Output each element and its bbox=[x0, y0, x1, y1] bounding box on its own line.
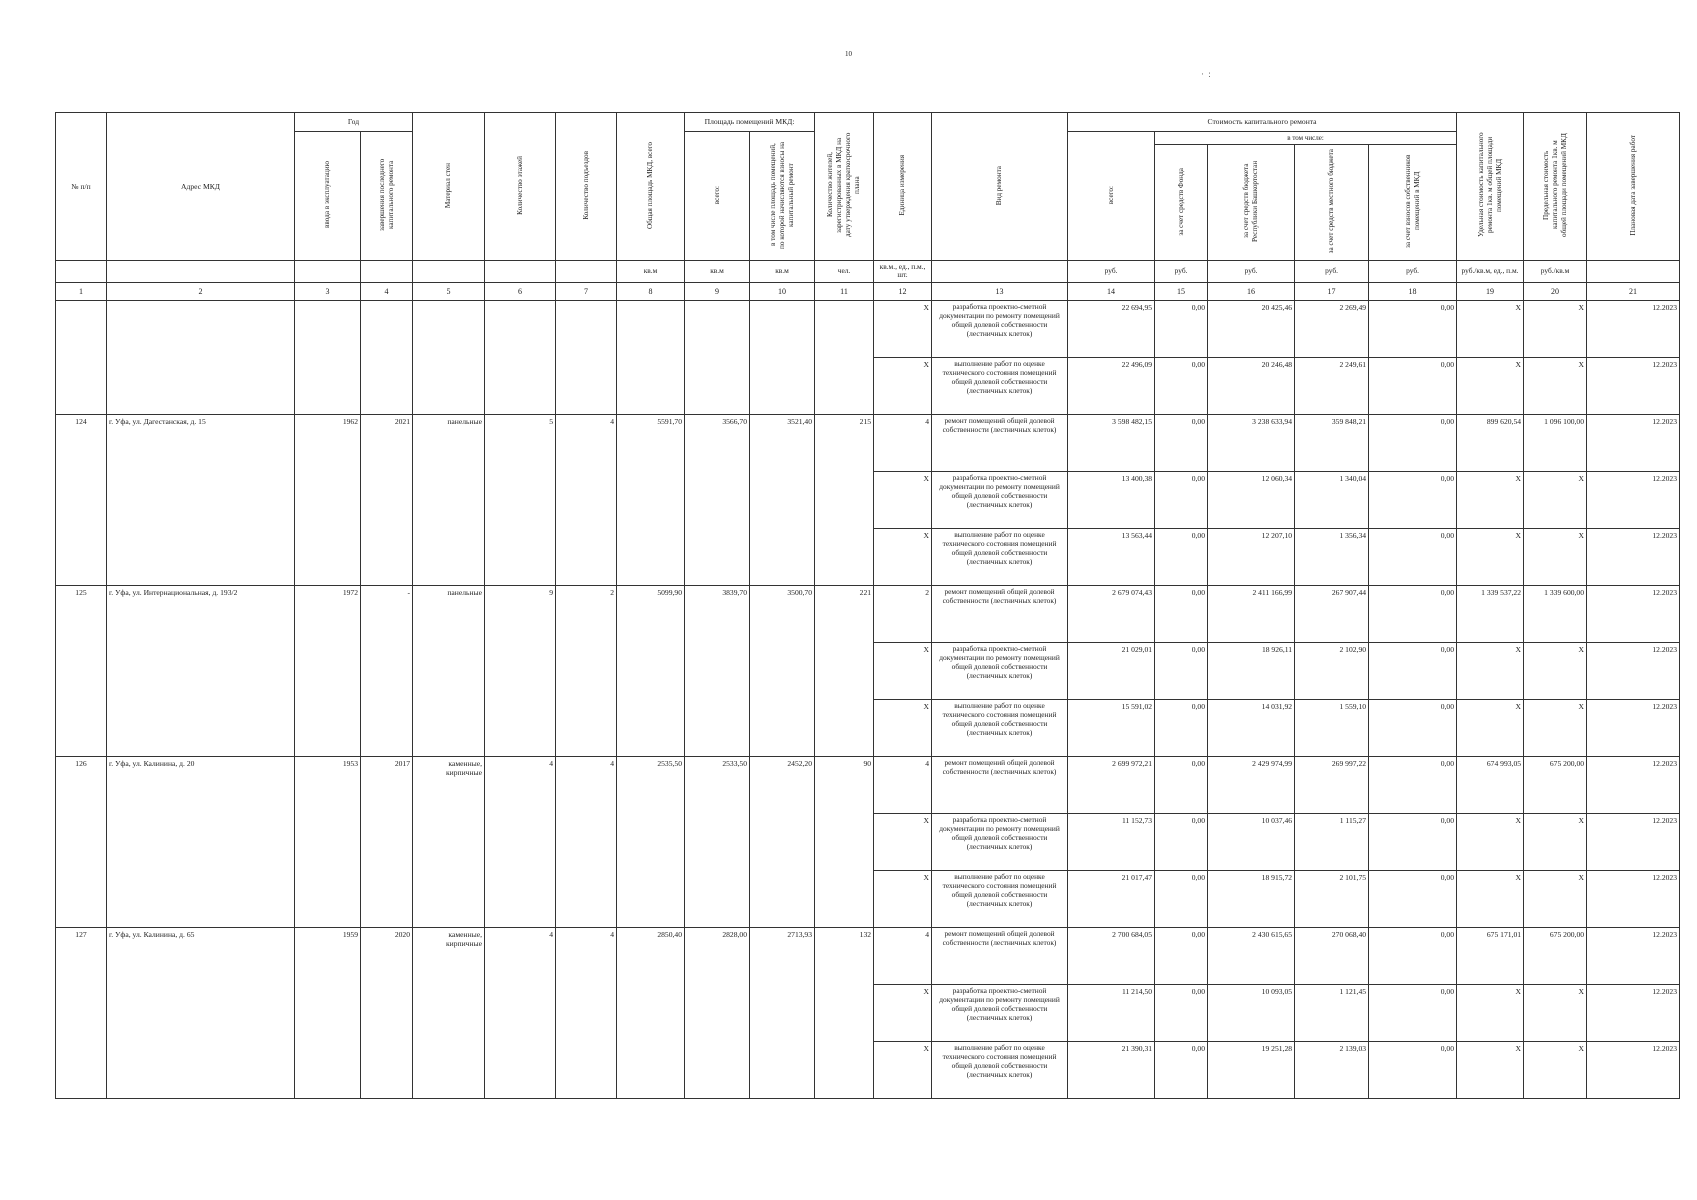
cell-owners: 0,00 bbox=[1369, 301, 1457, 358]
cell-date: 12.2023 bbox=[1587, 301, 1680, 358]
cell-work-assessment: выполнение работ по оценке технического состояния помещений общей долевой собственности (лестничных клеток) bbox=[932, 700, 1068, 757]
header-work-type: Вид ремонта bbox=[932, 113, 1068, 261]
cell-fund: 0,00 bbox=[1155, 472, 1208, 529]
table-row bbox=[56, 928, 1680, 985]
cell-unit: X bbox=[874, 358, 932, 415]
cell-entrances: 4 bbox=[556, 757, 617, 928]
carry-year bbox=[295, 301, 361, 415]
unit-cell bbox=[56, 260, 107, 283]
cell-limit: X bbox=[1524, 643, 1587, 700]
cell-material: каменные, кирпичные bbox=[413, 928, 485, 1099]
header-unit: Единица измерения bbox=[874, 113, 932, 261]
table-row bbox=[56, 586, 1680, 643]
unit-cell: руб./кв.м bbox=[1524, 260, 1587, 283]
cell-specific: 674 993,05 bbox=[1457, 757, 1524, 814]
cell-year: 1962 bbox=[295, 415, 361, 586]
cell-republic: 19 251,28 bbox=[1208, 1042, 1295, 1099]
cell-date: 12.2023 bbox=[1587, 757, 1680, 814]
cell-republic: 10 037,46 bbox=[1208, 814, 1295, 871]
cell-unit: X bbox=[874, 529, 932, 586]
cell-owners: 0,00 bbox=[1369, 415, 1457, 472]
cell-limit: 675 200,00 bbox=[1524, 757, 1587, 814]
cell-date: 12.2023 bbox=[1587, 472, 1680, 529]
cell-total: 11 152,73 bbox=[1068, 814, 1155, 871]
cell-owners: 0,00 bbox=[1369, 529, 1457, 586]
cell-work-repair: ремонт помещений общей долевой собственности (лестничных клеток) bbox=[932, 415, 1068, 472]
cell-fund: 0,00 bbox=[1155, 871, 1208, 928]
cell-total: 21 017,47 bbox=[1068, 871, 1155, 928]
cell-specific: X bbox=[1457, 985, 1524, 1042]
unit-cell bbox=[413, 260, 485, 283]
cell-date: 12.2023 bbox=[1587, 871, 1680, 928]
header-wall-material: Материал стен bbox=[413, 113, 485, 261]
cell-entrances: 2 bbox=[556, 586, 617, 757]
header-fund: за счет средств Фонда bbox=[1155, 145, 1208, 260]
unit-cell: руб. bbox=[1369, 260, 1457, 283]
cell-local: 359 848,21 bbox=[1295, 415, 1369, 472]
cell-republic: 18 926,11 bbox=[1208, 643, 1295, 700]
cell-residents: 215 bbox=[815, 415, 874, 586]
cell-last-repair: 2020 bbox=[361, 928, 413, 1099]
unit-cell: чел. bbox=[815, 260, 874, 283]
header-republic: за счет средств бюджета Республики Башкортостан bbox=[1208, 145, 1295, 260]
cell-fund: 0,00 bbox=[1155, 586, 1208, 643]
cell-entrances: 4 bbox=[556, 928, 617, 1099]
cell-local: 270 068,40 bbox=[1295, 928, 1369, 985]
colnum: 17 bbox=[1295, 283, 1369, 301]
cell-limit: X bbox=[1524, 529, 1587, 586]
cell-work-assessment: выполнение работ по оценке технического состояния помещений общей долевой собственности (лестничных клеток) bbox=[932, 529, 1068, 586]
colnum: 21 bbox=[1587, 283, 1680, 301]
cell-floors: 4 bbox=[485, 757, 556, 928]
cell-republic: 2 429 974,99 bbox=[1208, 757, 1295, 814]
cell-num: 127 bbox=[56, 928, 107, 1099]
colnum: 11 bbox=[815, 283, 874, 301]
cell-work-assessment: выполнение работ по оценке технического состояния помещений общей долевой собственности (лестничных клеток) bbox=[932, 1042, 1068, 1099]
header-including: в том числе: bbox=[1155, 132, 1457, 145]
cell-owners: 0,00 bbox=[1369, 700, 1457, 757]
cell-owners: 0,00 bbox=[1369, 358, 1457, 415]
cell-total-area: 5099,90 bbox=[617, 586, 685, 757]
cell-year: 1953 bbox=[295, 757, 361, 928]
cell-residents: 132 bbox=[815, 928, 874, 1099]
cell-local: 1 356,34 bbox=[1295, 529, 1369, 586]
cell-work-design: разработка проектно-сметной документации по ремонту помещений общей долевой собственности (лестничных клеток) bbox=[932, 643, 1068, 700]
carry-residents bbox=[815, 301, 874, 415]
cell-unit: X bbox=[874, 985, 932, 1042]
header-total-area: Общая площадь МКД, всего bbox=[617, 113, 685, 261]
cell-unit: 4 bbox=[874, 757, 932, 814]
cell-specific: 675 171,01 bbox=[1457, 928, 1524, 985]
header-specific-cost: Удельная стоимость капитального ремонта 1кв. м общей площади помещений МКД bbox=[1457, 113, 1524, 261]
cell-total-area: 2535,50 bbox=[617, 757, 685, 928]
cell-date: 12.2023 bbox=[1587, 1042, 1680, 1099]
cell-total: 2 699 972,21 bbox=[1068, 757, 1155, 814]
colnum: 2 bbox=[107, 283, 295, 301]
cell-unit: X bbox=[874, 1042, 932, 1099]
carry-repair-area bbox=[750, 301, 815, 415]
cell-unit: X bbox=[874, 301, 932, 358]
header-premises-area: Площадь помещений МКД: bbox=[685, 113, 815, 132]
cell-date: 12.2023 bbox=[1587, 643, 1680, 700]
corner-mark: · : bbox=[1201, 69, 1212, 79]
cell-republic: 2 411 166,99 bbox=[1208, 586, 1295, 643]
table-row bbox=[56, 757, 1680, 814]
cell-specific: 1 339 537,22 bbox=[1457, 586, 1524, 643]
cell-local: 1 121,45 bbox=[1295, 985, 1369, 1042]
cell-republic: 18 915,72 bbox=[1208, 871, 1295, 928]
cell-floors: 5 bbox=[485, 415, 556, 586]
cell-republic: 12 060,34 bbox=[1208, 472, 1295, 529]
unit-cell bbox=[295, 260, 361, 283]
cell-owners: 0,00 bbox=[1369, 586, 1457, 643]
colnum: 9 bbox=[685, 283, 750, 301]
header-year-last-repair: завершения последнего капитального ремонта bbox=[361, 132, 413, 261]
unit-cell: кв.м bbox=[750, 260, 815, 283]
cell-repair-area: 3500,70 bbox=[750, 586, 815, 757]
unit-cell bbox=[361, 260, 413, 283]
cell-fund: 0,00 bbox=[1155, 757, 1208, 814]
cell-material: каменные, кирпичные bbox=[413, 757, 485, 928]
cell-premises-area: 3566,70 bbox=[685, 415, 750, 586]
cell-total: 2 700 684,05 bbox=[1068, 928, 1155, 985]
cell-premises-area: 3839,70 bbox=[685, 586, 750, 757]
cell-specific: X bbox=[1457, 358, 1524, 415]
cell-owners: 0,00 bbox=[1369, 643, 1457, 700]
cell-date: 12.2023 bbox=[1587, 358, 1680, 415]
unit-cell: кв.м bbox=[617, 260, 685, 283]
cell-total: 22 694,95 bbox=[1068, 301, 1155, 358]
carry-material bbox=[413, 301, 485, 415]
colnum: 15 bbox=[1155, 283, 1208, 301]
header-num: № п/п bbox=[56, 113, 107, 261]
cell-republic: 12 207,10 bbox=[1208, 529, 1295, 586]
cell-date: 12.2023 bbox=[1587, 529, 1680, 586]
colnum: 19 bbox=[1457, 283, 1524, 301]
header-cost: Стоимость капитального ремонта bbox=[1068, 113, 1457, 132]
cell-limit: X bbox=[1524, 985, 1587, 1042]
colnum: 20 bbox=[1524, 283, 1587, 301]
header-floors: Количество этажей bbox=[485, 113, 556, 261]
colnum: 7 bbox=[556, 283, 617, 301]
cell-floors: 4 bbox=[485, 928, 556, 1099]
cell-owners: 0,00 bbox=[1369, 985, 1457, 1042]
cell-local: 2 101,75 bbox=[1295, 871, 1369, 928]
cell-republic: 2 430 615,65 bbox=[1208, 928, 1295, 985]
unit-cell: кв.м bbox=[685, 260, 750, 283]
cell-unit: 2 bbox=[874, 586, 932, 643]
cell-material: панельные bbox=[413, 586, 485, 757]
cell-total: 13 400,38 bbox=[1068, 472, 1155, 529]
cell-last-repair: - bbox=[361, 586, 413, 757]
cell-owners: 0,00 bbox=[1369, 928, 1457, 985]
cell-unit: 4 bbox=[874, 415, 932, 472]
cell-limit: X bbox=[1524, 1042, 1587, 1099]
colnum: 1 bbox=[56, 283, 107, 301]
unit-cell: руб. bbox=[1208, 260, 1295, 283]
cell-num: 124 bbox=[56, 415, 107, 586]
cell-unit: X bbox=[874, 643, 932, 700]
cell-local: 2 102,90 bbox=[1295, 643, 1369, 700]
unit-cell: руб. bbox=[1155, 260, 1208, 283]
cell-limit: X bbox=[1524, 358, 1587, 415]
cell-specific: X bbox=[1457, 472, 1524, 529]
cell-num: 126 bbox=[56, 757, 107, 928]
cell-total: 21 029,01 bbox=[1068, 643, 1155, 700]
unit-cell bbox=[556, 260, 617, 283]
colnum: 18 bbox=[1369, 283, 1457, 301]
colnum: 13 bbox=[932, 283, 1068, 301]
cell-repair-area: 2452,20 bbox=[750, 757, 815, 928]
cell-work-design: разработка проектно-сметной документации по ремонту помещений общей долевой собственности (лестничных клеток) bbox=[932, 301, 1068, 358]
colnum: 4 bbox=[361, 283, 413, 301]
cell-local: 1 559,10 bbox=[1295, 700, 1369, 757]
cell-residents: 90 bbox=[815, 757, 874, 928]
cell-work-design: разработка проектно-сметной документации по ремонту помещений общей долевой собственности (лестничных клеток) bbox=[932, 814, 1068, 871]
header-premises-repair: в том числе площадь помещений, по которой начисляются взносы на капитальный ремонт bbox=[750, 132, 815, 261]
header-address: Адрес МКД bbox=[107, 113, 295, 261]
cell-work-repair: ремонт помещений общей долевой собственности (лестничных клеток) bbox=[932, 586, 1068, 643]
cell-specific: X bbox=[1457, 529, 1524, 586]
cell-entrances: 4 bbox=[556, 415, 617, 586]
cell-specific: X bbox=[1457, 643, 1524, 700]
unit-cell bbox=[932, 260, 1068, 283]
cell-address: г. Уфа, ул. Калинина, д. 65 bbox=[107, 928, 295, 1099]
page-number: 10 bbox=[845, 50, 852, 58]
cell-num: 125 bbox=[56, 586, 107, 757]
cell-total: 22 496,09 bbox=[1068, 358, 1155, 415]
cell-owners: 0,00 bbox=[1369, 871, 1457, 928]
cell-limit: 675 200,00 bbox=[1524, 928, 1587, 985]
cell-specific: X bbox=[1457, 700, 1524, 757]
cell-work-assessment: выполнение работ по оценке технического состояния помещений общей долевой собственности (лестничных клеток) bbox=[932, 358, 1068, 415]
cell-limit: X bbox=[1524, 871, 1587, 928]
cell-republic: 14 031,92 bbox=[1208, 700, 1295, 757]
cell-fund: 0,00 bbox=[1155, 301, 1208, 358]
header-year: Год bbox=[295, 113, 413, 132]
header-premises-total: всего: bbox=[685, 132, 750, 261]
cell-unit: X bbox=[874, 700, 932, 757]
colnum: 16 bbox=[1208, 283, 1295, 301]
cell-specific: X bbox=[1457, 871, 1524, 928]
cell-total-area: 5591,70 bbox=[617, 415, 685, 586]
cell-total: 3 598 482,15 bbox=[1068, 415, 1155, 472]
carry-total-area bbox=[617, 301, 685, 415]
cell-date: 12.2023 bbox=[1587, 586, 1680, 643]
cell-unit: X bbox=[874, 472, 932, 529]
cell-local: 267 907,44 bbox=[1295, 586, 1369, 643]
cell-total: 21 390,31 bbox=[1068, 1042, 1155, 1099]
cell-local: 269 997,22 bbox=[1295, 757, 1369, 814]
cell-work-repair: ремонт помещений общей долевой собственности (лестничных клеток) bbox=[932, 757, 1068, 814]
cell-fund: 0,00 bbox=[1155, 985, 1208, 1042]
cell-work-design: разработка проектно-сметной документации по ремонту помещений общей долевой собственности (лестничных клеток) bbox=[932, 472, 1068, 529]
capital-repair-table bbox=[55, 112, 1680, 1099]
cell-address: г. Уфа, ул. Калинина, д. 20 bbox=[107, 757, 295, 928]
unit-cell: руб. bbox=[1068, 260, 1155, 283]
header-deadline: Плановая дата завершения работ bbox=[1587, 113, 1680, 261]
cell-address: г. Уфа, ул. Интернациональная, д. 193/2 bbox=[107, 586, 295, 757]
cell-date: 12.2023 bbox=[1587, 928, 1680, 985]
cell-limit: X bbox=[1524, 472, 1587, 529]
cell-owners: 0,00 bbox=[1369, 814, 1457, 871]
cell-total: 11 214,50 bbox=[1068, 985, 1155, 1042]
cell-specific: X bbox=[1457, 814, 1524, 871]
cell-limit: X bbox=[1524, 301, 1587, 358]
cell-year: 1972 bbox=[295, 586, 361, 757]
header-owners: за счет взносов собственников помещений в МКД bbox=[1369, 145, 1457, 260]
colnum: 14 bbox=[1068, 283, 1155, 301]
colnum: 8 bbox=[617, 283, 685, 301]
cell-date: 12.2023 bbox=[1587, 415, 1680, 472]
cell-fund: 0,00 bbox=[1155, 529, 1208, 586]
cell-work-design: разработка проектно-сметной документации по ремонту помещений общей долевой собственности (лестничных клеток) bbox=[932, 985, 1068, 1042]
unit-cell bbox=[485, 260, 556, 283]
cell-republic: 3 238 633,94 bbox=[1208, 415, 1295, 472]
cell-fund: 0,00 bbox=[1155, 358, 1208, 415]
cell-last-repair: 2017 bbox=[361, 757, 413, 928]
cell-owners: 0,00 bbox=[1369, 1042, 1457, 1099]
colnum: 6 bbox=[485, 283, 556, 301]
cell-material: панельные bbox=[413, 415, 485, 586]
cell-date: 12.2023 bbox=[1587, 985, 1680, 1042]
cell-limit: 1 096 100,00 bbox=[1524, 415, 1587, 472]
cell-local: 2 139,03 bbox=[1295, 1042, 1369, 1099]
cell-work-repair: ремонт помещений общей долевой собственности (лестничных клеток) bbox=[932, 928, 1068, 985]
cell-local: 2 249,61 bbox=[1295, 358, 1369, 415]
cell-fund: 0,00 bbox=[1155, 928, 1208, 985]
colnum: 5 bbox=[413, 283, 485, 301]
cell-fund: 0,00 bbox=[1155, 700, 1208, 757]
cell-local: 1 340,04 bbox=[1295, 472, 1369, 529]
cell-date: 12.2023 bbox=[1587, 700, 1680, 757]
header-entrances: Количество подъездов bbox=[556, 113, 617, 261]
cell-fund: 0,00 bbox=[1155, 415, 1208, 472]
cell-local: 1 115,27 bbox=[1295, 814, 1369, 871]
cell-owners: 0,00 bbox=[1369, 757, 1457, 814]
cell-total: 15 591,02 bbox=[1068, 700, 1155, 757]
carry-address bbox=[107, 301, 295, 415]
cell-local: 2 269,49 bbox=[1295, 301, 1369, 358]
cell-total: 13 563,44 bbox=[1068, 529, 1155, 586]
cell-work-assessment: выполнение работ по оценке технического состояния помещений общей долевой собственности (лестничных клеток) bbox=[932, 871, 1068, 928]
cell-unit: X bbox=[874, 871, 932, 928]
carry-num bbox=[56, 301, 107, 415]
header-cost-total: всего: bbox=[1068, 132, 1155, 261]
cell-unit: 4 bbox=[874, 928, 932, 985]
cell-floors: 9 bbox=[485, 586, 556, 757]
cell-last-repair: 2021 bbox=[361, 415, 413, 586]
cell-limit: X bbox=[1524, 814, 1587, 871]
cell-year: 1959 bbox=[295, 928, 361, 1099]
cell-specific: 899 620,54 bbox=[1457, 415, 1524, 472]
cell-republic: 10 093,05 bbox=[1208, 985, 1295, 1042]
cell-total: 2 679 074,43 bbox=[1068, 586, 1155, 643]
cell-unit: X bbox=[874, 814, 932, 871]
cell-premises-area: 2828,00 bbox=[685, 928, 750, 1099]
unit-cell: руб. bbox=[1295, 260, 1369, 283]
cell-limit: X bbox=[1524, 700, 1587, 757]
colnum: 10 bbox=[750, 283, 815, 301]
unit-cell: руб./кв.м, ед., п.м. bbox=[1457, 260, 1524, 283]
colnum: 3 bbox=[295, 283, 361, 301]
cell-limit: 1 339 600,00 bbox=[1524, 586, 1587, 643]
carry-prem bbox=[685, 301, 750, 415]
header-limit-cost: Предельная стоимость капитального ремонта 1кв. м общей площади помещений МКД bbox=[1524, 113, 1587, 261]
cell-fund: 0,00 bbox=[1155, 643, 1208, 700]
header-local: за счет средств местного бюджета bbox=[1295, 145, 1369, 260]
cell-republic: 20 246,48 bbox=[1208, 358, 1295, 415]
cell-premises-area: 2533,50 bbox=[685, 757, 750, 928]
carry-last bbox=[361, 301, 413, 415]
unit-cell bbox=[1587, 260, 1680, 283]
cell-total-area: 2850,40 bbox=[617, 928, 685, 1099]
colnum: 12 bbox=[874, 283, 932, 301]
cell-fund: 0,00 bbox=[1155, 1042, 1208, 1099]
carry-entr bbox=[556, 301, 617, 415]
cell-residents: 221 bbox=[815, 586, 874, 757]
carry-floors bbox=[485, 301, 556, 415]
cell-specific: X bbox=[1457, 301, 1524, 358]
cell-republic: 20 425,46 bbox=[1208, 301, 1295, 358]
cell-address: г. Уфа, ул. Дагестанская, д. 15 bbox=[107, 415, 295, 586]
header-residents: Количество жителей, зарегистрированных в МКД на дату утверждения краткосрочного плана bbox=[815, 113, 874, 261]
cell-repair-area: 2713,93 bbox=[750, 928, 815, 1099]
cell-repair-area: 3521,40 bbox=[750, 415, 815, 586]
table-row bbox=[56, 415, 1680, 472]
unit-cell: кв.м., ед., п.м., шт. bbox=[874, 260, 932, 283]
cell-date: 12.2023 bbox=[1587, 814, 1680, 871]
unit-cell bbox=[107, 260, 295, 283]
cell-owners: 0,00 bbox=[1369, 472, 1457, 529]
cell-fund: 0,00 bbox=[1155, 814, 1208, 871]
header-year-commission: ввода в эксплуатацию bbox=[295, 132, 361, 261]
cell-specific: X bbox=[1457, 1042, 1524, 1099]
